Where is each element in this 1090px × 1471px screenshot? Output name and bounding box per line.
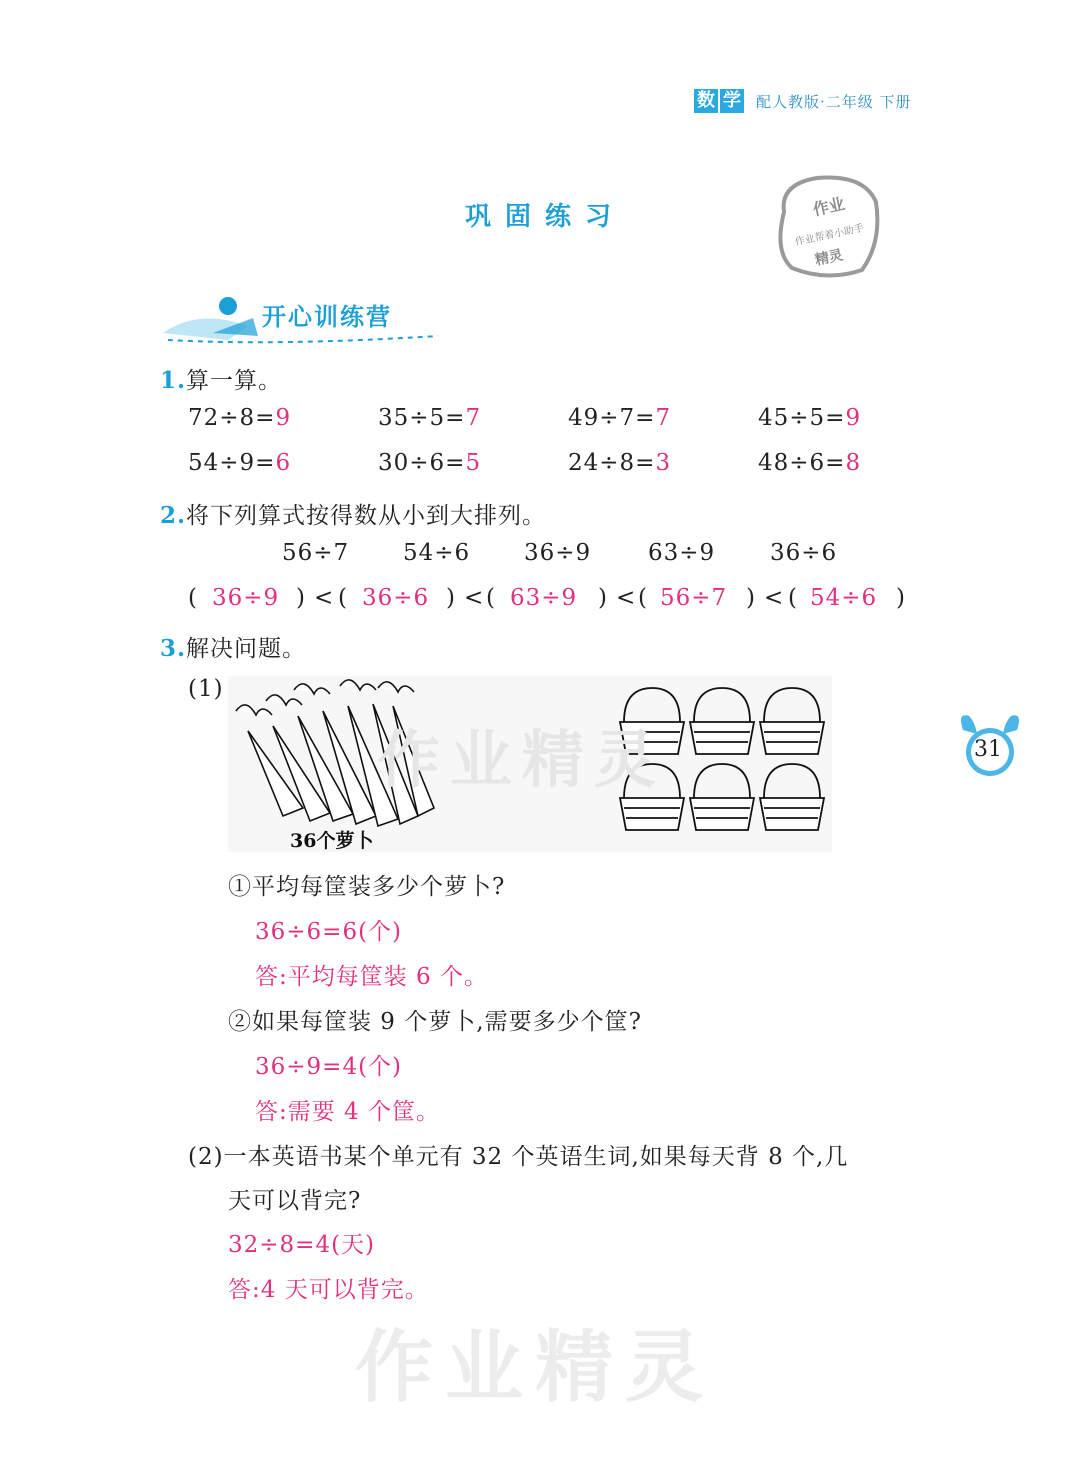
- paren-close: ): [896, 585, 906, 611]
- q2-heading: [160, 497, 546, 530]
- q3-part2-line1: 一本英语书某个单元有 32 个英语生词,如果每天背 8 个,几: [223, 1144, 849, 1170]
- q3-s2-calc: 36÷9=4(个): [255, 1054, 403, 1080]
- q1-item: [758, 450, 861, 476]
- q1-answer: 7: [465, 405, 482, 431]
- q2-answer: 63÷9: [510, 585, 578, 611]
- q3-part2-answer: 答:4 天可以背完。: [228, 1277, 429, 1303]
- paren-open: (: [486, 585, 496, 611]
- q1-answer: 9: [275, 405, 292, 431]
- section-banner-title: 开心训练营: [262, 303, 392, 331]
- q3-s1-calc: 36÷6=6(个): [255, 919, 403, 945]
- q3-s1-answer: 答:平均每筐装 6 个。: [255, 964, 489, 990]
- stamp-text-1: 作业: [811, 193, 847, 220]
- q1-expr: 54÷9=: [188, 450, 276, 476]
- q1-answer: 5: [465, 450, 482, 476]
- q1-expr: 45÷5=: [758, 405, 846, 431]
- paren-close: ): [296, 585, 306, 611]
- q2-item: 36÷6: [770, 540, 838, 566]
- subject-char-1: 数: [694, 89, 718, 113]
- q2-answer-row: [0, 585, 1090, 615]
- paren-open: (: [638, 585, 648, 611]
- q1-item: [378, 450, 481, 476]
- q3-s1-question: ①平均每筐装多少个萝卜?: [228, 874, 506, 900]
- q1-item: [378, 405, 481, 431]
- q1-item: [188, 405, 291, 431]
- q2-number: 2.: [160, 502, 187, 529]
- q1-item: [568, 450, 671, 476]
- stamp-logo: [772, 172, 882, 282]
- q3-heading: [160, 630, 306, 663]
- paren-close: ): [598, 585, 608, 611]
- q3-part2-line2: 天可以背完?: [228, 1188, 362, 1214]
- paren-open: (: [788, 585, 798, 611]
- q1-answer: 7: [655, 405, 672, 431]
- page-number: 31: [974, 737, 1002, 762]
- less-than: <: [464, 585, 485, 611]
- q1-expr: 30÷6=: [378, 450, 466, 476]
- q1-item: [568, 405, 671, 431]
- less-than: <: [616, 585, 637, 611]
- paren-open: (: [338, 585, 348, 611]
- q1-answer: 3: [655, 450, 672, 476]
- edition-label: 配人教版·二年级 下册: [756, 93, 912, 111]
- q2-text: 将下列算式按得数从小到大排列。: [186, 503, 547, 529]
- watermark-bottom: 作业精灵: [355, 1323, 716, 1413]
- q1-expr: 49÷7=: [568, 405, 656, 431]
- carrot-caption: 36个萝卜: [290, 830, 374, 852]
- q2-answer: 54÷6: [810, 585, 878, 611]
- stamp-text-2: 作业帮着小助手: [794, 222, 865, 249]
- q1-answer: 6: [275, 450, 292, 476]
- paren-close: ): [746, 585, 756, 611]
- q2-items: [0, 540, 1090, 570]
- q2-answer: 36÷9: [212, 585, 280, 611]
- q1-expr: 72÷8=: [188, 405, 276, 431]
- q1-row-2: [0, 450, 1090, 480]
- q3-s2-answer: 答:需要 4 个筐。: [255, 1099, 441, 1125]
- q1-row-1: [0, 405, 1090, 435]
- q1-expr: 35÷5=: [378, 405, 466, 431]
- subject-char-2: 学: [720, 89, 744, 113]
- paren-open: (: [188, 585, 198, 611]
- stamp-text-3: 精灵: [813, 247, 845, 269]
- less-than: <: [314, 585, 335, 611]
- q3-part2-label: (2): [188, 1144, 224, 1170]
- q3-part2: [188, 1138, 848, 1171]
- q1-answer: 9: [845, 405, 862, 431]
- q2-answer: 36÷6: [362, 585, 430, 611]
- q1-expr: 48÷6=: [758, 450, 846, 476]
- q2-item: 63÷9: [648, 540, 716, 566]
- q2-item: 54÷6: [403, 540, 471, 566]
- q3-part2-calc: 32÷8=4(天): [228, 1232, 376, 1258]
- q2-item: 36÷9: [524, 540, 592, 566]
- less-than: <: [764, 585, 785, 611]
- q1-expr: 24÷8=: [568, 450, 656, 476]
- q3-part1-label: (1): [188, 676, 224, 702]
- q1-heading: [160, 362, 282, 395]
- subject-badge: [694, 89, 744, 113]
- q1-number: 1.: [160, 367, 187, 394]
- q3-s2-question: ②如果每筐装 9 个萝卜,需要多少个筐?: [228, 1009, 642, 1035]
- q1-item: [188, 450, 291, 476]
- page-title: 巩固练习: [464, 202, 625, 232]
- watermark-mid: 作业精灵: [378, 723, 667, 796]
- q1-text: 算一算。: [186, 368, 283, 394]
- q3-number: 3.: [160, 635, 187, 662]
- paren-close: ): [446, 585, 456, 611]
- q2-item: 56÷7: [282, 540, 350, 566]
- q2-answer: 56÷7: [660, 585, 728, 611]
- q1-answer: 8: [845, 450, 862, 476]
- q3-text: 解决问题。: [186, 636, 307, 662]
- q1-item: [758, 405, 861, 431]
